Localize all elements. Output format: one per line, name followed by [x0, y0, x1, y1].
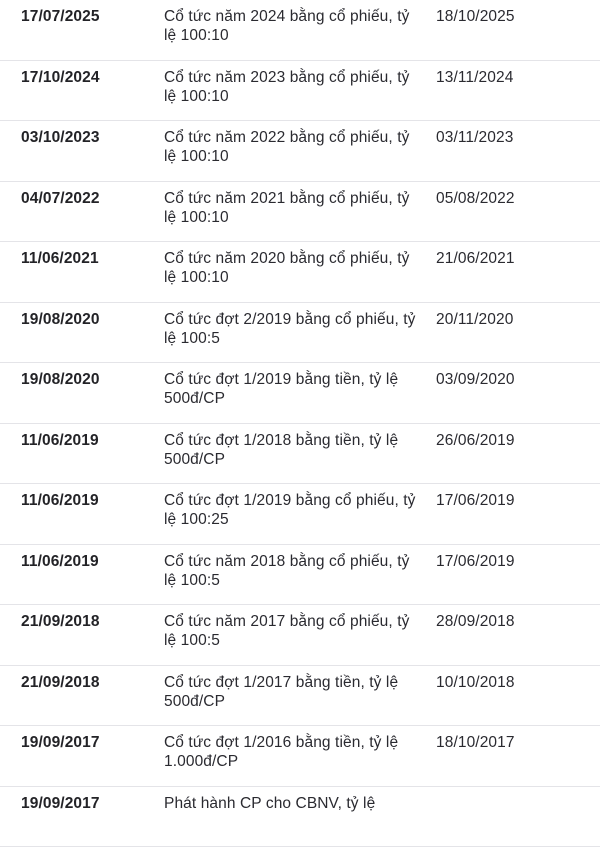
- ex-date: 21/09/2018: [21, 612, 151, 631]
- ex-date: 17/10/2024: [21, 68, 151, 87]
- payment-date: 18/10/2017: [436, 733, 586, 752]
- ex-date: 11/06/2019: [21, 552, 151, 571]
- table-row: [0, 303, 600, 364]
- table-row: [0, 363, 600, 424]
- event-description: Phát hành CP cho CBNV, tỷ lệ: [164, 794, 426, 813]
- table-row: [0, 726, 600, 787]
- table-row: [0, 787, 600, 847]
- ex-date: 11/06/2021: [21, 249, 151, 268]
- table-row: [0, 484, 600, 545]
- table-row: [0, 121, 600, 182]
- payment-date: 03/09/2020: [436, 370, 586, 389]
- ex-date: 19/09/2017: [21, 794, 151, 813]
- event-description: Cổ tức năm 2022 bằng cổ phiếu, tỷ lệ 100:10: [164, 128, 426, 166]
- payment-date: 28/09/2018: [436, 612, 586, 631]
- event-description: Cổ tức đợt 1/2017 bằng tiền, tỷ lệ 500đ/CP: [164, 673, 426, 711]
- payment-date: 26/06/2019: [436, 431, 586, 450]
- table-row: [0, 61, 600, 122]
- ex-date: 19/08/2020: [21, 310, 151, 329]
- table-row: [0, 605, 600, 666]
- ex-date: 19/09/2017: [21, 733, 151, 752]
- payment-date: 17/06/2019: [436, 552, 586, 571]
- event-description: Cổ tức năm 2023 bằng cổ phiếu, tỷ lệ 100:10: [164, 68, 426, 106]
- ex-date: 03/10/2023: [21, 128, 151, 147]
- event-description: Cổ tức năm 2018 bằng cổ phiếu, tỷ lệ 100:5: [164, 552, 426, 590]
- payment-date: 05/08/2022: [436, 189, 586, 208]
- event-description: Cổ tức năm 2020 bằng cổ phiếu, tỷ lệ 100:10: [164, 249, 426, 287]
- event-description: Cổ tức đợt 1/2019 bằng cổ phiếu, tỷ lệ 100:25: [164, 491, 426, 529]
- payment-date: 20/11/2020: [436, 310, 586, 329]
- table-row: [0, 424, 600, 485]
- ex-date: 11/06/2019: [21, 431, 151, 450]
- event-description: Cổ tức năm 2024 bằng cổ phiếu, tỷ lệ 100:10: [164, 7, 426, 45]
- payment-date: 18/10/2025: [436, 7, 586, 26]
- payment-date: 03/11/2023: [436, 128, 586, 147]
- table-row: [0, 545, 600, 606]
- ex-date: 19/08/2020: [21, 370, 151, 389]
- event-description: Cổ tức năm 2021 bằng cổ phiếu, tỷ lệ 100:10: [164, 189, 426, 227]
- table-row: [0, 182, 600, 243]
- table-row: [0, 666, 600, 727]
- event-description: Cổ tức đợt 2/2019 bằng cổ phiếu, tỷ lệ 100:5: [164, 310, 426, 348]
- payment-date: 17/06/2019: [436, 491, 586, 510]
- ex-date: 17/07/2025: [21, 7, 151, 26]
- table-row: [0, 242, 600, 303]
- table-row: [0, 0, 600, 61]
- payment-date: 13/11/2024: [436, 68, 586, 87]
- payment-date: 10/10/2018: [436, 673, 586, 692]
- ex-date: 04/07/2022: [21, 189, 151, 208]
- event-description: Cổ tức đợt 1/2019 bằng tiền, tỷ lệ 500đ/CP: [164, 370, 426, 408]
- event-description: Cổ tức năm 2017 bằng cổ phiếu, tỷ lệ 100:5: [164, 612, 426, 650]
- event-description: Cổ tức đợt 1/2018 bằng tiền, tỷ lệ 500đ/CP: [164, 431, 426, 469]
- payment-date: 21/06/2021: [436, 249, 586, 268]
- event-description: Cổ tức đợt 1/2016 bằng tiền, tỷ lệ 1.000đ/CP: [164, 733, 426, 771]
- ex-date: 21/09/2018: [21, 673, 151, 692]
- ex-date: 11/06/2019: [21, 491, 151, 510]
